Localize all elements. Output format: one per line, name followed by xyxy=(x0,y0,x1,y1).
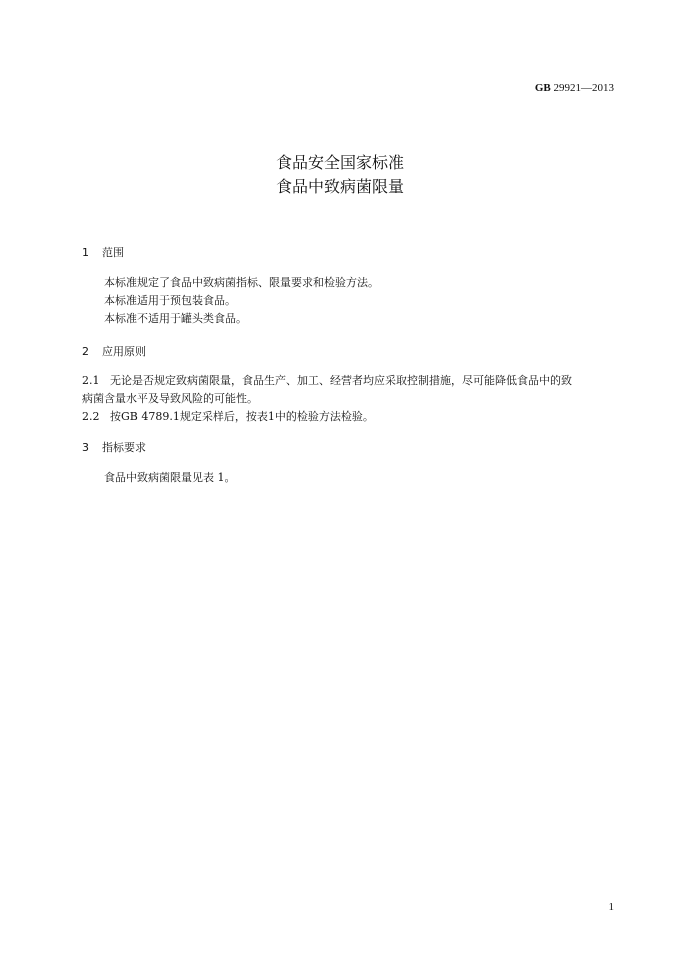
section-title: 指标要求 xyxy=(102,441,146,454)
section-number: 3 xyxy=(82,441,89,454)
clause-number: 2.1 xyxy=(82,374,100,387)
section-heading-principles xyxy=(82,343,146,359)
page-number: 1 xyxy=(608,901,614,913)
standard-code xyxy=(535,82,614,94)
clause-text: 无论是否规定致病菌限量，食品生产、加工、经营者均应采取控制措施，尽可能降低食品中的致 xyxy=(110,374,572,387)
section-title: 范围 xyxy=(102,246,124,259)
clause-continuation: 病菌含量水平及导致风险的可能性。 xyxy=(82,392,258,405)
clause-2-1 xyxy=(82,372,618,390)
title-line-2: 食品中致病菌限量 xyxy=(275,177,404,196)
section-body-principles xyxy=(82,372,618,426)
paragraph: 本标准适用于预包装食品。 xyxy=(104,294,236,307)
clause-text: 按GB 4789.1规定采样后，按表1中的检验方法检验。 xyxy=(110,410,374,423)
standard-number: 29921—2013 xyxy=(553,82,614,94)
standard-prefix: GB xyxy=(534,82,551,94)
paragraph: 食品中致病菌限量见表 1。 xyxy=(104,471,236,484)
section-body-requirements xyxy=(82,469,618,487)
paragraph: 本标准不适用于罐头类食品。 xyxy=(104,312,247,325)
clause-number: 2.2 xyxy=(82,410,100,423)
paragraph: 本标准规定了食品中致病菌指标、限量要求和检验方法。 xyxy=(104,276,379,289)
section-title: 应用原则 xyxy=(102,345,146,358)
section-body-scope xyxy=(82,274,618,328)
clause-2-2 xyxy=(82,408,618,426)
section-heading-requirements xyxy=(82,439,146,455)
title-line-1: 食品安全国家标准 xyxy=(275,153,404,172)
section-number: 1 xyxy=(82,246,89,259)
section-heading-scope xyxy=(82,244,124,260)
section-number: 2 xyxy=(82,345,89,358)
document-title xyxy=(0,151,680,199)
